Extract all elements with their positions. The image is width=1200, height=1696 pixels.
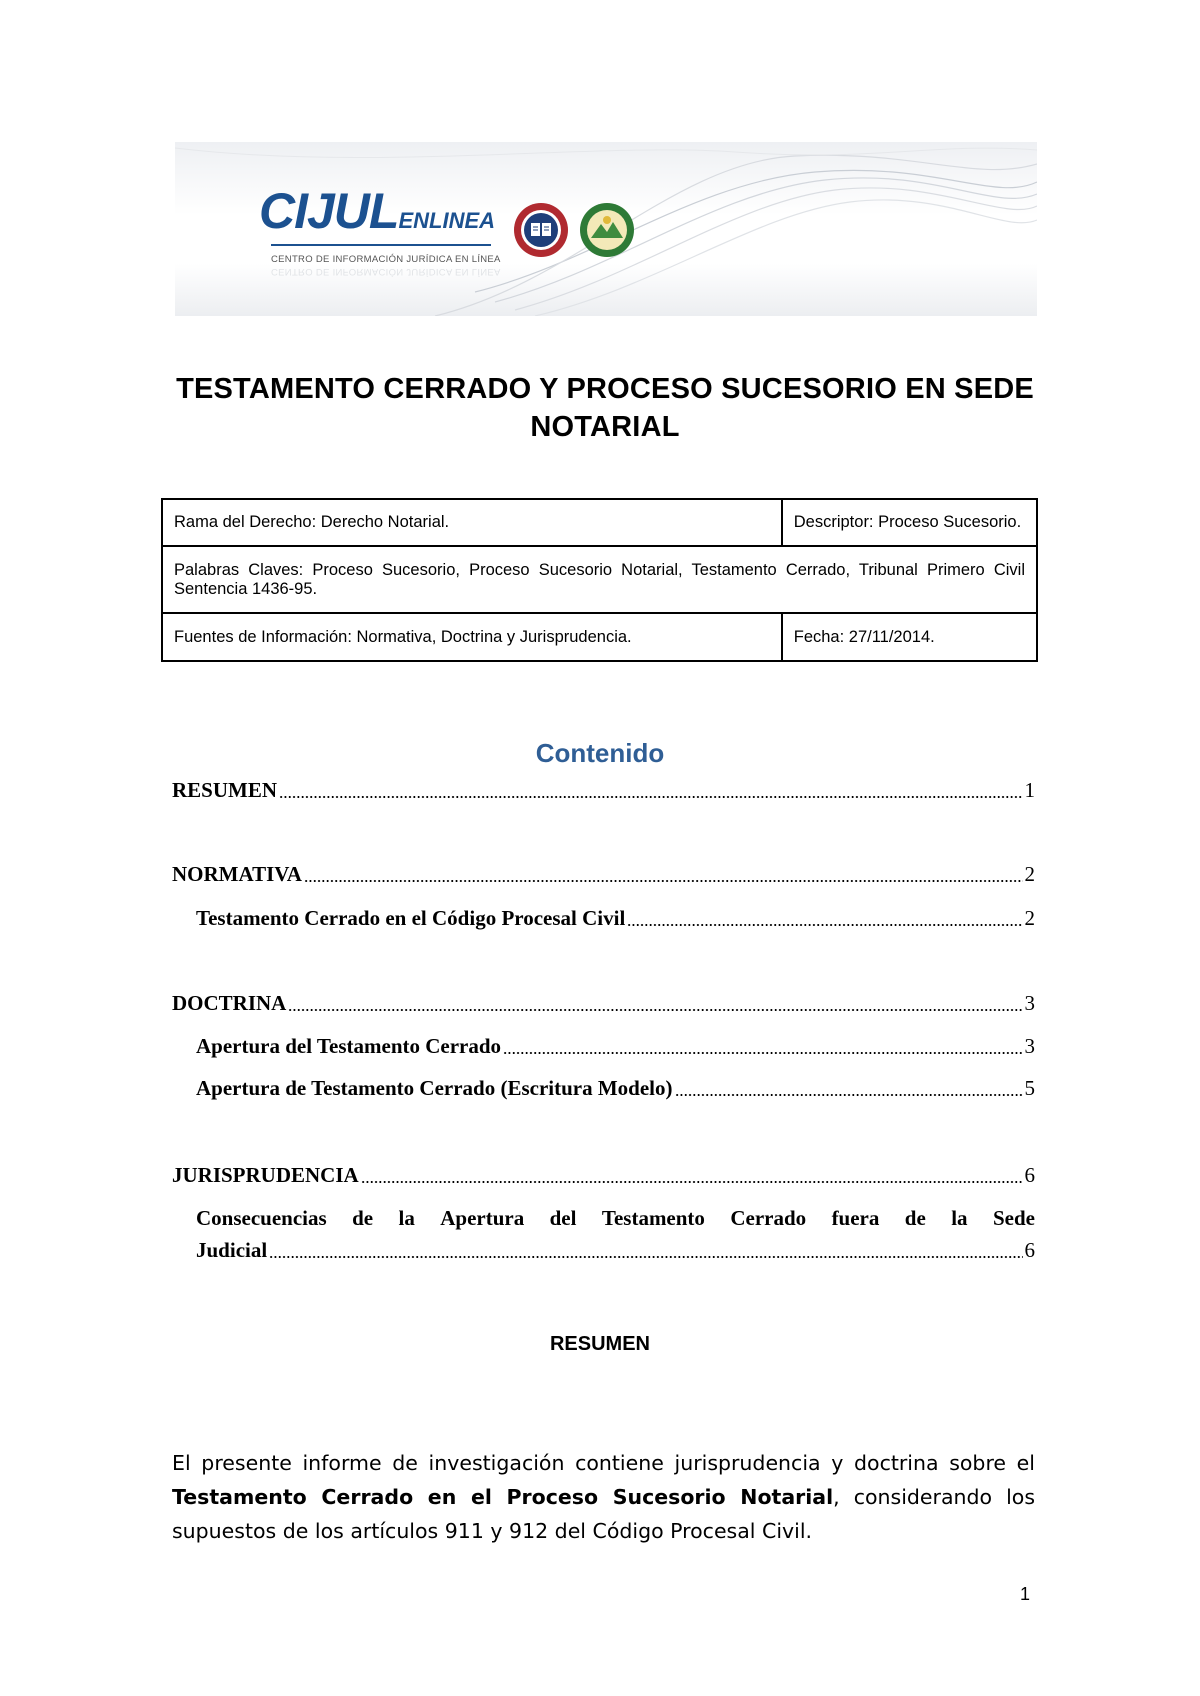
toc-leader	[304, 878, 1023, 884]
logo-tagline: CENTRO DE INFORMACIÓN JURÍDICA EN LÍNEA	[271, 254, 501, 265]
contents-heading: Contenido	[535, 738, 665, 768]
toc-entry-apertura[interactable]: Apertura del Testamento Cerrado 3	[196, 1034, 1035, 1058]
toc-leader	[269, 1254, 1022, 1260]
fecha-cell: Fecha: 27/11/2014.	[782, 613, 1037, 661]
descriptor-cell: Descriptor: Proceso Sucesorio.	[782, 499, 1037, 546]
toc-entry-doctrina[interactable]: DOCTRINA 3	[172, 991, 1035, 1015]
toc-leader	[288, 1007, 1022, 1013]
toc-entry-line: Judicial 6	[196, 1238, 1035, 1262]
toc-leader	[361, 1179, 1023, 1185]
toc-leader	[627, 922, 1022, 928]
page-number: 1	[1020, 1584, 1031, 1604]
toc-leader	[279, 794, 1022, 800]
header-banner	[175, 142, 1037, 316]
resumen-heading: RESUMEN	[549, 1333, 650, 1355]
fuentes-cell: Fuentes de Información: Normativa, Doctrina y Jurisprudencia.	[162, 613, 782, 661]
metadata-table	[161, 498, 1038, 662]
toc-entry-consecuencias[interactable]	[196, 1206, 1035, 1266]
toc-leader	[503, 1050, 1022, 1056]
faculty-seal-icon	[579, 202, 635, 258]
palabras-claves-cell: Palabras Claves: Proceso Sucesorio, Proceso Sucesorio Notarial, Testamento Cerrado, Tribunal Primero Civil Sentencia 1436-95.	[162, 546, 1037, 613]
toc-entry-line: Consecuencias de la Apertura del Testamento Cerrado fuera de la Sede	[196, 1206, 1035, 1230]
logo-underline	[271, 244, 491, 247]
resumen-paragraph: El presente informe de investigación contiene jurisprudencia y doctrina sobre el Testamento Cerrado en el Proceso Sucesorio Notarial, considerando los supuestos de los artículos 911 y 912 del Código Procesal Civil.	[172, 1451, 1036, 1543]
logo-tagline-reflection: CENTRO DE INFORMACIÓN JURÍDICA EN LÍNEA	[271, 266, 501, 277]
document-title: TESTAMENTO CERRADO Y PROCESO SUCESORIO EN SEDE NOTARIAL	[176, 373, 1034, 443]
university-seal-icon	[513, 202, 569, 258]
toc-entry-testamento-codigo[interactable]: Testamento Cerrado en el Código Procesal Civil 2	[196, 906, 1035, 930]
toc-entry-resumen[interactable]: RESUMEN 1	[172, 778, 1035, 802]
toc-entry-escritura-modelo[interactable]: Apertura de Testamento Cerrado (Escritura Modelo) 5	[196, 1076, 1035, 1100]
resumen-bold-topic: Testamento Cerrado en el Proceso Sucesorio Notarial	[172, 1485, 834, 1509]
toc-leader	[675, 1092, 1023, 1098]
toc-entry-normativa[interactable]: NORMATIVA 2	[172, 862, 1035, 886]
rama-cell: Rama del Derecho: Derecho Notarial.	[162, 499, 782, 546]
cijul-logo: CIJULENLINEA	[259, 183, 496, 239]
toc-entry-jurisprudencia[interactable]: JURISPRUDENCIA 6	[172, 1163, 1035, 1187]
